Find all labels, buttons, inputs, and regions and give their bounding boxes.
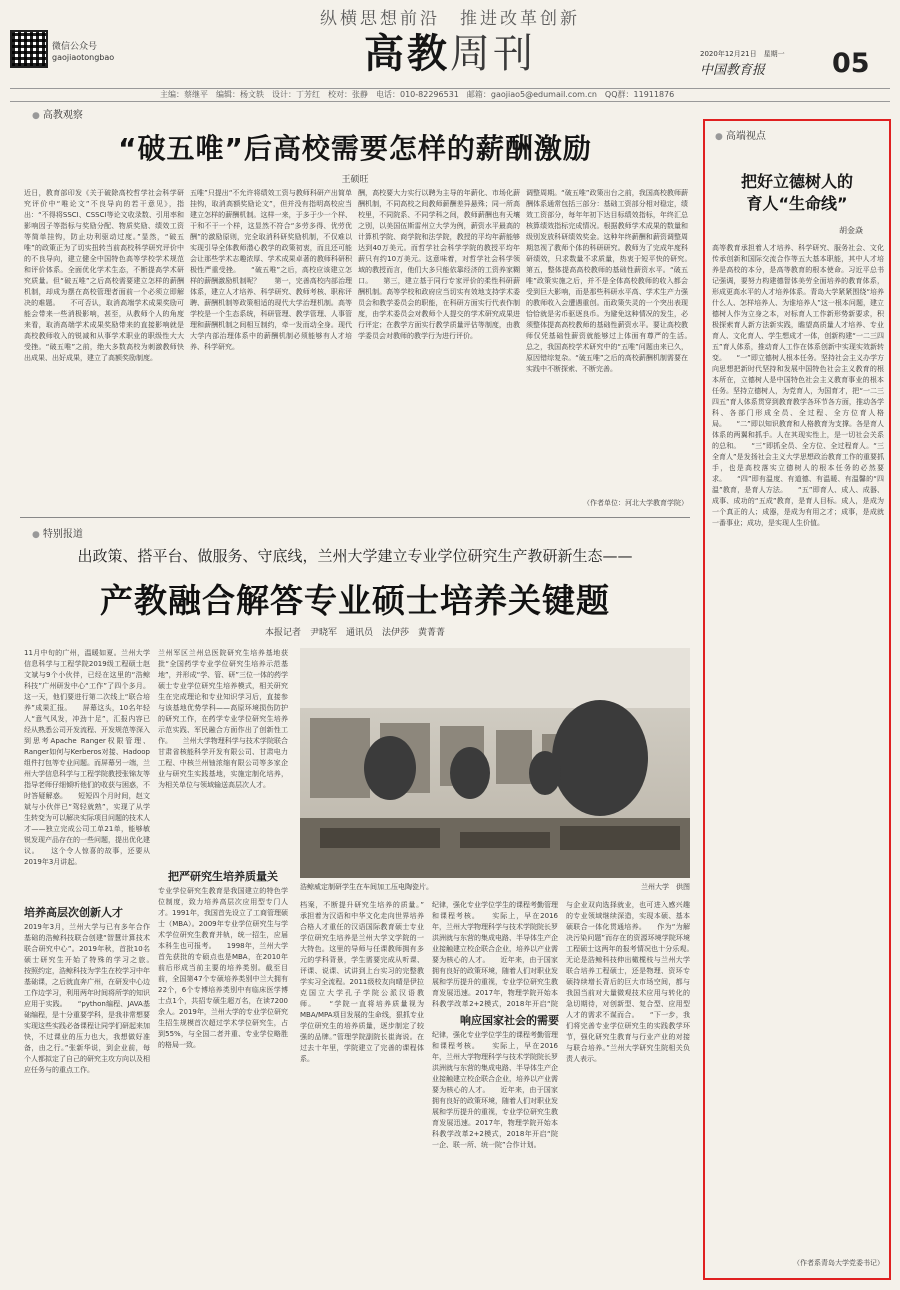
paper-name: 中国教育报 xyxy=(700,63,766,78)
article2-column-5: 与企业双向选择就业，也可进入感兴趣的专业领域继续深造，实现本硕、基本硕联合一体化贯通培养。 作为“为解决污染问题”而存在的资源环境学院环境工程硕士这两年的报考情况也十分乐观。 无论是浩鲸科技伸出橄榄枝与兰州大学联合培养工程硕士，还是物理、资环专硕持续增长背后的巨大市场空间，都与我国当前对大量微观技术应用与转化的急切期待，对创新型、复合型、应用型人才的需求不谋而合。 “下一步，我们将完善专业学位研究生的实践教学环节，强化研究生教育与行业产业的对接与联合培养。”兰州大学研究生院相关负责人表示。 xyxy=(566,901,690,1063)
photo-caption: 浩鲸威定制研学生在车间加工压电陶瓷片。 xyxy=(300,883,433,891)
article1-signature: （作者单位：河北大学教育学院） xyxy=(583,499,688,507)
article2-title: 产教融合解答专业硕士培养关键题 xyxy=(100,581,610,620)
sidebar-author: 胡金焱 xyxy=(839,226,863,235)
article1-column-2: 五唯”只提出“不允许将绩效工资与教师科研产出简单挂钩，取消高额奖励论文”，但并没有指明高校应当建立怎样的薪酬机制。这样一来，于多于少一个样、干和不干一个样，这显然不符合“多劳多得、优劳优酬”的激励原则，完全取消科研奖励机制，不仅难以实现引导全体教师潜心教学的政策初衷，而且还可能会让那些学术志趣浓厚、学术成果卓著的教师科研积极性严重受挫。 “破五唯”之后，高校应该建立怎样的薪酬激励机制呢？ 第一，完善高校内部治理体系，建立人才培养、科学研究、教师考核、职称评聘、薪酬机制等政策相适的现代大学治理机制。高等学校是一个生态系统，科研管理、教学管理、人事管理和薪酬机制之间相互制约，牵一发而动全身。现代大学内部治理体系中的薪酬机制必须能够有人才培养、科学研究。 xyxy=(190,189,352,351)
sidebar-body: 高等教育承担着人才培养、科学研究、服务社会、文化传承创新和国际交流合作等五大基本职能，其中人才培养是高校的本分，是高等教育的根本使命。习近平总书记强调，要努力构建德智体美劳全面培养的教育体系，形成更高水平的人才培养体系。青岛大学紧紧围绕“培养什么人、怎样培养人、为谁培养人”这一根本问题，建立德树人作为立身之本，对标育人工作新形势新要求，积极探索育人新方法新实践，瞻望高质量人才培养、专业育人、文化育人、学生想成才一体，创新构建“一二三四五”育人体系，推动育人工作在体系创新中实现实效新转变。 “一”即立德树人根本任务。坚持社会主义办学方向思想把新时代坚持和发展中国特色社会主义教育的根本所在，立德树人是中国特色社会主义教育事业的根本任务。坚持立德树人，为党育人，为国育才，把“一二三四五”育人体系贯穿到教育教学各环节各方面，推动各学科、各部门形成全员、全过程、全方位育人格局。 “二”即以知识教育和人格教育为支撑。各是育人体系的两翼和抓手。人在其现实性上，是一切社会关系的总和。 “三”即抓全员、全方位、全过程育人。“三全育人”是发扬社会主义大学思想政治教育工作的重要抓手，也是高校落实立德树人的根本任务的必然要求。 “四”即有温度、有道德、有温暖、有温馨的“四温”教育，是育人方法。 “五”即育人、成人、成器、成事、成功的“五成”教育，是育人目标。成人，是成为一个真正的人；成器，是成为有用之才；成事，是成就一番事业；成功，是实现人生价值。 xyxy=(712,244,884,527)
article-divider xyxy=(20,517,690,518)
wechat-id: gaojiaotongbao xyxy=(52,53,115,62)
article2-pre-title: 出政策、搭平台、做服务、守底线，兰州大学建立专业学位研究生产教研新生态—— xyxy=(77,547,633,565)
article2-column-1b: 2019年3月，兰州大学与已有多年合作基础的浩鲸科技联合创建“智慧计算技术联合研究中心”。2019年秋，首批10名硕士研究生开始了特殊的学习之旅。 按照约定，浩鲸科技为学生在校学习中年基础课，之后就直奔广州，在研发中心边工作边学习，利用两年时间将所学的知识应用于实践。 “python编程、JAVA基础编程，是十分重要学科，是我非常想要实现这些实践必备课程让同学们研起来加快，不过课业的压力也大，我想做好准备，由之行。”张新华说，到企业前，每个人都拟定了自己的研究主攻方向以及相应任务与的重点工作。 xyxy=(24,923,150,1074)
wechat-label: 微信公众号 xyxy=(52,42,98,52)
masthead-title-light: 周刊 xyxy=(450,31,536,77)
article2-byline: 本报记者 尹晓军 通讯员 法伊莎 黄菁菁 xyxy=(264,628,445,638)
masthead-title-main: 高教 xyxy=(364,31,450,77)
section-tag-observation: ● 高教观察 xyxy=(32,106,83,121)
section-tag-special: ● 特别报道 xyxy=(32,525,83,540)
sidebar-signature: （作者系青岛大学党委书记） xyxy=(793,1259,884,1267)
article2-subhead-3: 响应国家社会的需要 xyxy=(460,1014,559,1027)
article2-column-4: 纪律，强化专业学位学生的课程考勤管理和课程考核。 实际上，早在2016年，兰州大学物理科学与技术学院院长罗洪洲就与东营的集成电路、半导体生产企业接触建立校企联合企业，培养以产业需要为核心的人才。 近年来，由于国家拥有良好的政策环境，随着人们对职业发展和学历提升的重视，专业学位研究生教育发展迅速。2017年，物理学院开始本科教学改革2+2模式，2018年开启“院 xyxy=(432,901,558,1008)
article1-column-1: 近日，教育部印发《关于破除高校哲学社会科学研究评价中“唯论文”不良导向的若干意见》，指出：“不得将SSCI、CSSCI等论文收录数、引用率和影响因子等指标与奖励分配、物质奖励、绩效工资等简单挂钩，防止功利驱动过度。”显然，“破五唯”的政策正为了切实扭转当前高校科学研究评价中的不良导向，建立健全中国特色高等学校学术规范和评价体系。全面优化学术生态，不断提高学术研究质量。但“破五唯”之后高校需要建立怎样的薪酬机制，却成为摆在高校管理者面前一个必须立即解决的难题。 不可否认，取消高端学术成果奖励可能会带来一些消极影响，甚至，从教师个人的角度来看，取消高端学术成果奖励带来的直接影响就是高校教师收入的锐减和从事学术职业的职级性大大受挫。“破五唯”之前，绝大多数高校为刺激教师快出成果、出好成果，建立了高额奖励制度。 xyxy=(24,189,184,362)
article1-author: 王硕旺 xyxy=(341,175,369,185)
article2-column-3: 档案，不断提升研究生培养的质量。” 承担着为汉语和中华文化走向世界培养合格人才重任的汉语国际教育硕士专业学位研究生培养是兰州大学文学院的一大特色。这里的导师与任课教师拥有多元的学科背景，学生需要完成从听课、评课、说课、试讲到上台实习的完整教学实习全流程。2011级校友向晴是伊拉克国立大学孔子学院公派汉语教师。 “学院一直将培养质量视为MBA/MPA项目发展的生命线，狠抓专业学位研究生的培养质量，逐步制定了较强的品牌。”管理学院副院长崔海说。在过去十年里，学院建立了完善的课程体系。 xyxy=(300,901,424,1063)
article2-subhead-2: 把严研究生培养质量关 xyxy=(168,870,278,883)
section-tag-viewpoint: ● 高端视点 xyxy=(715,127,766,142)
article2-subhead-1: 培养高层次创新人才 xyxy=(24,906,123,919)
article1-column-4: 调整周期。“破五唯”政策出台之前，我国高校教师薪酬体系通常包括三部分：基础工资部分相对稳定，绩效工资部分，每年年初下达目标绩效指标，年终汇总核算绩效指标完成情况。根据教师学术成果的数量和级别发放科研绩效奖金。这种年终薪酬和薪资调整周期忽视了教师个体的科研研究。教师为了完成年度科研绩效，只求数量不求质量，热衷于短平快的研究。 第五，整体提高高校教师的基础性薪资水平。“破五唯”政策实施之后，并不是全体高校教师的收入都会受到巨大影响，而是那些科研水平高、学术生产力强的教师收入会遭遇重创。而政策失灵的一个突出表现恰恰就是劣币驱逐良币。为避免这种情况的发生，必须整体提高高校教师的基础性薪资水平。要让高校教师仅凭基础性薪资就能够过上体面有尊严的生活。 总之，我国高校学术研究中的“五唯”问题由来已久，原因错综复杂。“破五唯”之后的高校薪酬机制需要在实践中不断探索、不断完善。 xyxy=(526,189,688,373)
article2-column-4b: 纪律，强化专业学位学生的课程考勤管理和课程考核。 实际上，早在2016年，兰州大学物理科学与技术学院院长罗洪洲就与东营的集成电路、半导体生产企业接触建立校企联合企业，培养以产业需要为核心的人才。 近年来，由于国家拥有良好的政策环境，随着人们对职业发展和学历提升的重视，专业学位研究生教育发展迅速。2017年，物理学院开始本科教学改革2+2模式，2018年开启“院一企、联一所、统一院”合作计划。 xyxy=(432,1031,558,1149)
qr-code-icon xyxy=(10,30,48,68)
photo-credit: 兰州大学 供图 xyxy=(641,883,690,891)
sidebar-title xyxy=(703,171,891,215)
article2-column-2: 兰州军区兰州总医院研究生培养基地获批“全国药学专业学位研究生培养示范基地”，并形成“学、管、研”三位一体的药学硕士专业学位研究生培养模式，相关研究生在完成理论和专业知识学习后，直接参与该基地优势学科——高原环境损伤防护的研究工作，在药学专业学位研究生培养示范实践、军民融合方面作出了创新性工作。 兰州大学物理科学与技术学院联合甘肃省核能科学开发有限公司、甘肃电力工程、中核兰州铀浓缩有限公司等多家企业与研究生实践基地，实施定制化培养，为相关单位与领域输送高层次人才。 xyxy=(158,649,288,789)
article2-column-2b: 专业学位研究生教育是我国建立的特色学位制度，致力培养高层次应用型专门人才。1991年，我国首先设立了工商管理硕士（MBA）。2009年专业学位研究生与学术学位研究生教育并轨，统一招生，应届本科生也可报考。 1998年，兰州大学首先获批的专硕点也是MBA，在2010年前后形成当前主要的培养类别。截至目前，全国第47个专硕培养类别中兰大拥有22个，6个专博培养类别中有临床医学博士点1个，共招专硕生超万名，在读7200余人。2019年，兰州大学的专业学位研究生招生规模首次超过学术学位研究生，占到55%，与全国二者并重、专业学位略胜的格局一致。 xyxy=(158,887,288,1049)
sidebar-title-line2: 育人“生命线” xyxy=(746,194,848,213)
article1-column-3: 酬，高校要大力实行以聘为主导的年薪化、市场化薪酬机制，不同高校之间教师薪酬差异悬殊；同一所高校里，不同院系、不同学科之间，教师薪酬也有天壤之别，以美国伍斯雷州立大学为例，薪资水平最高的计算机学院、商学院和法学院，教授的平均年薪能够达到40万美元。而哲学社会科学学院的教授平均年薪只有约10万美元。这意味着，对哲学社会科学领域的教授而言，他们大多只能依靠经济的工资养家糊口。 第三，建立基于同行专家评价的柔性科研薪酬机制。高等学校和政府应当切实有效地支持学术委员会和教学委员会的职能，在科研方面实行代表作制度，由学术委员会对教师个人提交的学术研究成果进行评定；在教学方面实行教学质量评估等制度，由教学委员会对教师的教学行为进行评价。 xyxy=(358,189,520,340)
page-number: 05 xyxy=(832,48,870,79)
issue-date: 2020年12月21日 星期一 xyxy=(700,50,785,58)
article1-title: “破五唯”后高校需要怎样的薪酬激励 xyxy=(118,132,592,165)
article2-column-1: 11月中旬的广州，温暖如夏。兰州大学信息科学与工程学院2019级工程硕士赵文斌与9个小伙伴，已经在这里的“浩鲸科技”广州研发中心“工作”了四个多月。这一天，他们要进行第二次线上“联合培养”成果汇报。 屏幕这头，10名年轻人“意气风发，冲劲十足”，汇报内容已经从熟悉公司开发流程、开发规范等深入到思考Apache Ranger权限管理、Ranger如何与Kerberos对接、Hadoop组件打包等专业问题。而屏幕另一端，兰州大学信息科学与工程学院教授张锦友等指导老师仔细倾听他们的收获与困惑，不时答疑解惑。 短短四个月时间，赵文斌与小伙伴已“驾轻就熟”，实现了从学生转变为可以解决实际项目问题的技术人才——独立完成公司工单21单，能够敏锐发现产品存在的一些问题，提出优化建议。 这个令人惊喜的故事，还要从2019年3月讲起。 xyxy=(24,649,150,866)
factory-photo xyxy=(300,648,690,878)
masthead-slogan: 纵横思想前沿 推进改革创新 xyxy=(320,9,580,29)
editor-bar: 主编：蔡继平 编辑：杨文轶 设计：丁芳红 校对：张静 电话：010-82296531 邮箱：gaojiao5@edumail.com.cn QQ群：11911876 xyxy=(10,88,890,102)
sidebar-title-line1: 把好立德树人的 xyxy=(740,172,853,191)
